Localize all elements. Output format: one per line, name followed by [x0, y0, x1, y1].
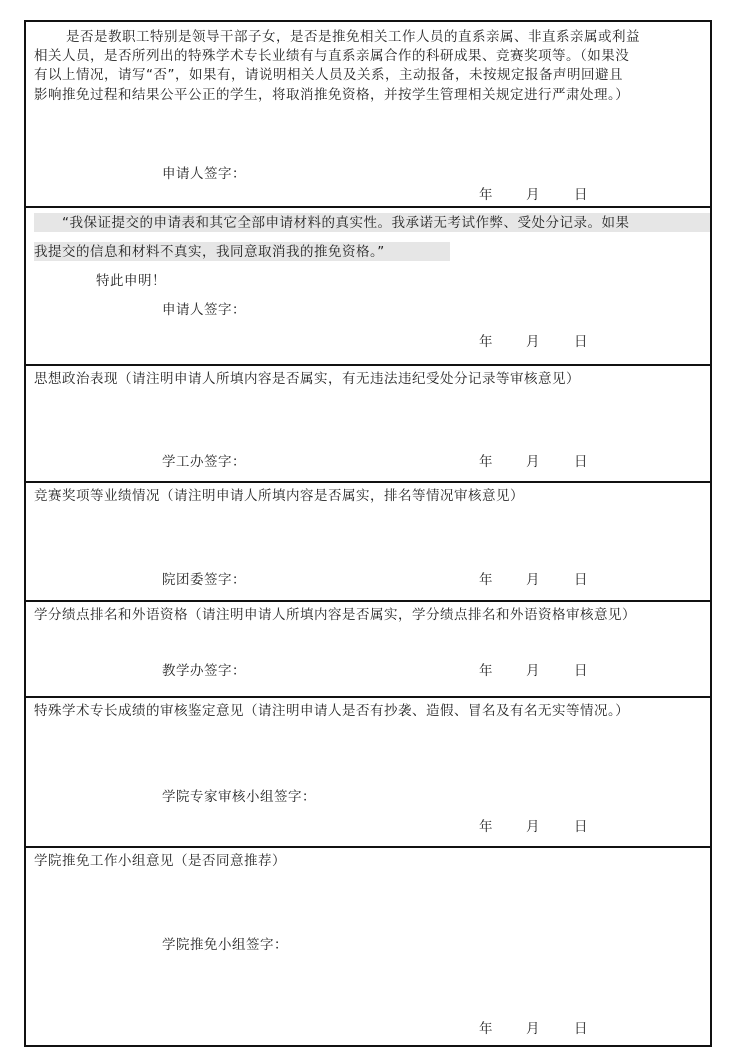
special-expertise-review-title: 特殊学术专长成绩的审核鉴定意见（请注明申请人是否有抄袭、造假、冒名及有名无实等情况。） — [34, 703, 630, 719]
year-label: 年 — [479, 334, 493, 350]
month-label: 月 — [526, 334, 540, 350]
day-label: 日 — [574, 1021, 588, 1037]
section-pledge — [26, 206, 710, 364]
relationship-text-line-3: 有以上情况，请写“否”，如果有，请说明相关人员及关系，主动报备，未按规定报备声明回避且 — [34, 67, 623, 83]
declaration-label: 特此申明！ — [96, 273, 166, 289]
section-special-expertise-review — [26, 696, 710, 846]
youth-league-signature-label: 院团委签字： — [162, 572, 246, 588]
pledge-text-line-2: 我提交的信息和材料不真实，我同意取消我的推免资格。” — [34, 244, 385, 260]
student-affairs-signature-label: 学工办签字： — [162, 454, 246, 470]
political-review-title: 思想政治表现（请注明申请人所填内容是否属实，有无违法违纪受处分记录等审核意见） — [34, 371, 580, 387]
year-label: 年 — [479, 572, 493, 588]
recommendation-group-title: 学院推免工作小组意见（是否同意推荐） — [34, 853, 286, 869]
recommendation-group-signature-label: 学院推免小组签字： — [162, 937, 288, 953]
year-label: 年 — [479, 454, 493, 470]
relationship-text-line-1: 是否是教职工特别是领导干部子女，是否是推免相关工作人员的直系亲属、非直系亲属或利益 — [66, 29, 640, 45]
applicant-signature-label: 申请人签字： — [162, 166, 246, 182]
month-label: 月 — [526, 663, 540, 679]
month-label: 月 — [526, 572, 540, 588]
applicant-signature-label-2: 申请人签字： — [162, 302, 246, 318]
year-label: 年 — [479, 819, 493, 835]
day-label: 日 — [574, 819, 588, 835]
day-label: 日 — [574, 572, 588, 588]
month-label: 月 — [526, 819, 540, 835]
section-gpa-language-review — [26, 600, 710, 696]
competition-review-title: 竞赛奖项等业绩情况（请注明申请人所填内容是否属实，排名等情况审核意见） — [34, 488, 524, 504]
relationship-text-line-4: 影响推免过程和结果公平公正的学生，将取消推免资格，并按学生管理相关规定进行严肃处理。） — [34, 87, 630, 103]
year-label: 年 — [479, 663, 493, 679]
gpa-language-review-title: 学分绩点排名和外语资格（请注明申请人所填内容是否属实，学分绩点排名和外语资格审核意见） — [34, 607, 636, 623]
year-label: 年 — [479, 187, 493, 203]
academic-office-signature-label: 教学办签字： — [162, 663, 246, 679]
section-competition-review — [26, 481, 710, 600]
day-label: 日 — [574, 454, 588, 470]
section-recommendation-group — [26, 846, 710, 1045]
review-form — [24, 20, 712, 1047]
day-label: 日 — [574, 663, 588, 679]
pledge-text-line-1: “我保证提交的申请表和其它全部申请材料的真实性。我承诺无考试作弊、受处分记录。如果 — [62, 215, 630, 231]
day-label: 日 — [574, 187, 588, 203]
section-relationship-declaration — [26, 22, 710, 207]
month-label: 月 — [526, 454, 540, 470]
month-label: 月 — [526, 1021, 540, 1037]
day-label: 日 — [574, 334, 588, 350]
month-label: 月 — [526, 187, 540, 203]
year-label: 年 — [479, 1021, 493, 1037]
expert-panel-signature-label: 学院专家审核小组签字： — [162, 789, 316, 805]
section-political-review — [26, 364, 710, 481]
relationship-text-line-2: 相关人员，是否所列出的特殊学术专长业绩有与直系亲属合作的科研成果、竞赛奖项等。（如果没 — [34, 48, 630, 64]
